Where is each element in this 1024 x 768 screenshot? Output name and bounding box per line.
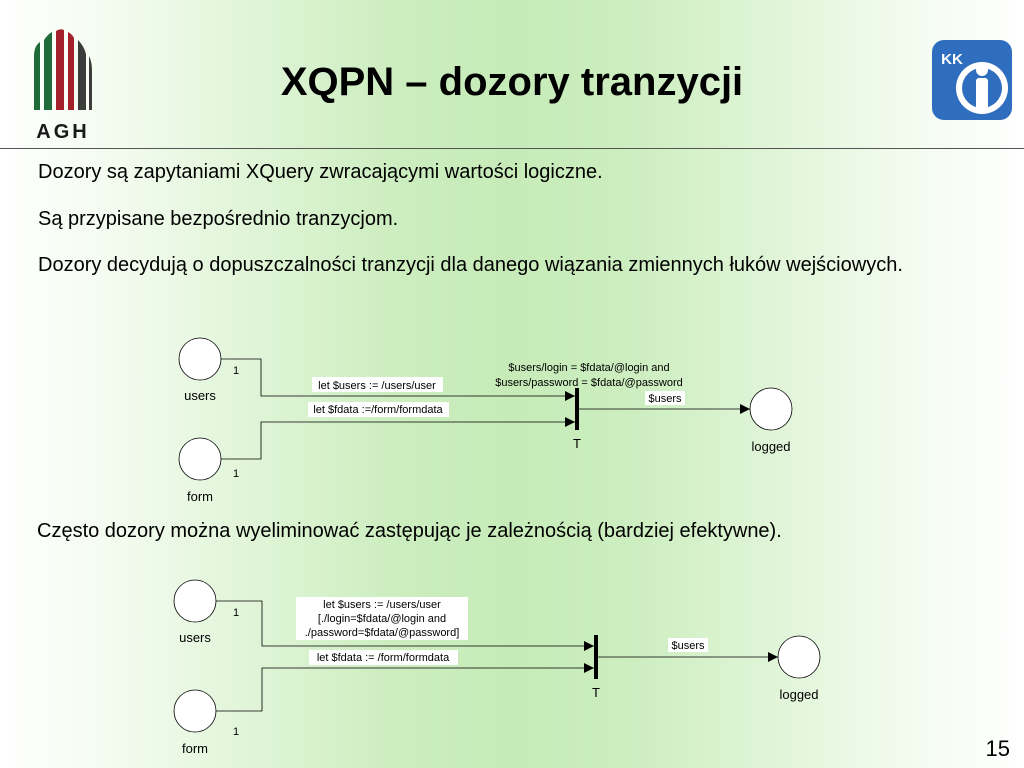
transition-t-2 [594,635,598,679]
arc-form-label-1: let $fdata :=/form/formdata [313,404,443,416]
guard-line1-1: $users/login = $fdata/@login and [508,362,670,374]
place-logged-label-1: logged [751,439,791,454]
diagram-1 [179,338,792,504]
place-form-1 [179,438,221,480]
arc-form-t-1 [221,422,575,459]
place-users-2 [174,580,216,622]
diagram-2 [174,580,820,756]
slide-number: 15 [985,736,1010,761]
agh-logo-text: AGH [36,121,90,143]
weight-users-2: 1 [232,607,240,619]
place-users-label-1: users [184,388,216,403]
transition-label-1: T [573,436,581,451]
arc-users-label-line1-2: let $users := /users/user [323,599,441,611]
place-form-label-2: form [182,741,208,756]
arc-form-t-2 [216,668,594,711]
transition-t-1 [575,388,579,430]
guard-line2-1: $users/password = $fdata/@password [495,377,683,389]
paragraph-guards-decision: Dozory decydują o dopuszczalności tranzycji dla danego wiązania zmiennych łuków wejściowych. [38,254,903,276]
weight-users-1: 1 [232,365,240,377]
place-logged-label-2: logged [779,687,819,702]
arc-users-label-1: let $users := /users/user [318,380,436,392]
arc-out-label-2: $users [671,640,705,652]
weight-form-1: 1 [232,468,240,480]
transition-label-2: T [592,685,600,700]
place-form-label-1: form [187,489,213,504]
place-users-label-2: users [179,630,211,645]
paragraph-guards-assignment: Są przypisane bezpośrednio tranzycjom. [38,208,399,230]
arc-users-label-line3-2: ./password=$fdata/@password] [304,627,460,639]
paragraph-guards-elimination: Często dozory można wyeliminować zastępując je zależnością (bardziej efektywne). [37,520,782,542]
place-form-2 [174,690,216,732]
kk-logo-text: KK [941,51,963,68]
paragraph-guards-definition: Dozory są zapytaniami XQuery zwracającymi wartości logiczne. [38,161,603,183]
arc-out-label-1: $users [648,393,682,405]
weight-form-2: 1 [232,726,240,738]
arc-form-label-2: let $fdata := /form/formdata [316,652,450,664]
arc-users-label-line2-2: [./login=$fdata/@login and [317,613,447,625]
place-logged-1 [750,388,792,430]
place-users-1 [179,338,221,380]
place-logged-2 [778,636,820,678]
slide-title: XQPN – dozory tranzycji [280,60,744,104]
